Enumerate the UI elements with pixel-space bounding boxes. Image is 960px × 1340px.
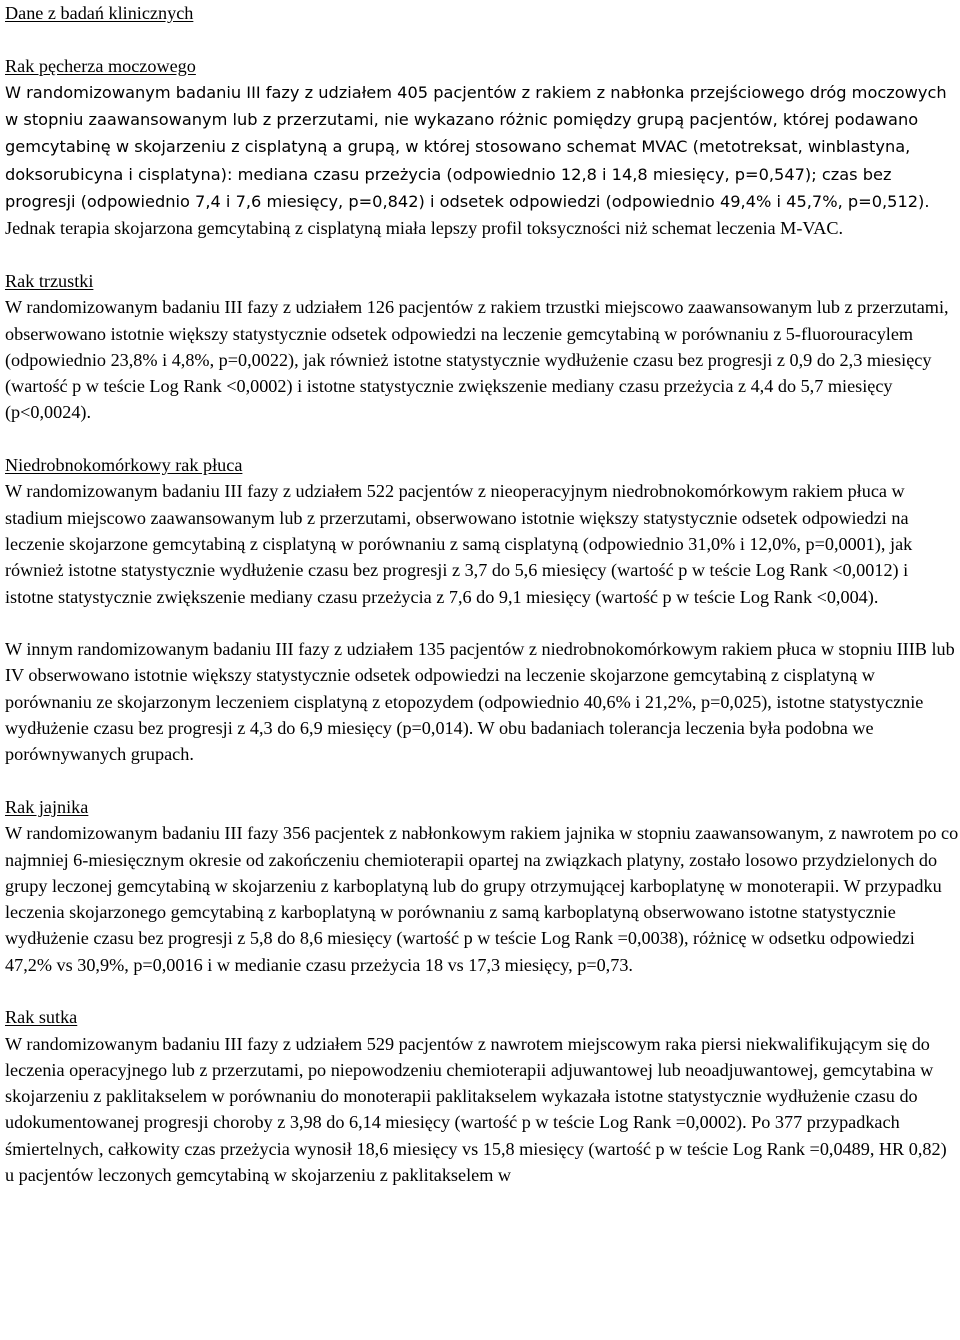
section-paragraph: W innym randomizowanym badaniu III fazy z udziałem 135 pacjentów z niedrobnokomórkowym rakiem płuca w stopniu IIIB lub IV obserwowano istotnie większy statystycznie odsetek odpowiedzi na leczenie skojarzone gemcytabiną z cisplatyną w porównaniu ze skojarzonym leczeniem cisplatyną z etopozydem (odpowiednio 40,6% i 21,2%, p=0,025), istotne statystycznie wydłużenie czasu bez progresji z 4,3 do 6,9 miesięcy (p=0,014). W obu badaniach tolerancja leczenia była podobna we porównywanych grupach. [5,639,955,765]
paragraph-text: W randomizowanym badaniu III fazy z udziałem 405 pacjentów z rakiem z nabłonka przejściowego dróg moczowych w stopniu zaawansowanym lub z przerzutami, nie wykazano różnic pomiędzy grupą pacjentów, której podawano gemcytabinę w skojarzeniu z cisplatyną a grupą, w której stosowano schemat MVAC (metotreksat, winblastyna, doksorubicyna i cisplatyna): mediana czasu przeżycia (odpowiednio 12,8 i 14,8 miesięcy, p=0,547); czas bez progresji (odpowiednio 7,4 i 7,6 miesięcy, p=0,842) i odsetek odpowiedzi (odpowiednio 49,4% i 45,7%, p=0,512). [5,82,947,212]
section-ovarian-cancer [5,794,960,978]
section-breast-cancer [5,1004,960,1188]
section-heading: Rak jajnika [5,796,89,817]
paragraph-text-tail: Jednak terapia skojarzona gemcytabiną z cisplatyną miała lepszy profil toksyczności niż schemat leczenia M-VAC. [5,218,844,239]
section-heading: Niedrobnokomórkowy rak płuca [5,455,243,476]
section-pancreatic-cancer [5,268,960,426]
document-title: Dane z badań klinicznych [5,3,194,23]
section-paragraph: W randomizowanym badaniu III fazy z udziałem 529 pacjentów z nawrotem miejscowym raka piersi niekwalifikującym się do leczenia operacyjnego lub z przerzutami, po niepowodzeniu chemioterapii adjuwantowej lub neoadjuwantowej, gemcytabina w skojarzeniu z paklitakselem w porównaniu do monoterapii paklitakselem wykazała istotne statystycznie wydłużenie czasu do udokumentowanej progresji choroby z 3,98 do 6,14 miesięcy (wartość p w teście Log Rank =0,0002). Po 377 przypadkach śmiertelnych, całkowity czas przeżycia wynosił 18,6 miesięcy vs 15,8 miesięcy (wartość p w teście Log Rank =0,0489, HR 0,82) u pacjentów leczonych gemcytabiną w skojarzeniu z paklitakselem w [5,1033,947,1186]
section-paragraph: W randomizowanym badaniu III fazy 356 pacjentek z nabłonkowym rakiem jajnika w stopniu zaawansowanym, z nawrotem po co najmniej 6-miesięcznym okresie od zakończeniu chemioterapii opartej na związkach platyny, zostało losowo przydzielonych do grupy leczonej gemcytabiną w skojarzeniu z karboplatyną lub do grupy otrzymującej karboplatynę w monoterapii. W przypadku leczenia skojarzonego gemcytabiną z karboplatyną w porównaniu z samą karboplatyną obserwowano istotne statystycznie wydłużenie czasu bez progresji z 5,8 do 8,6 miesięcy (wartość p w teście Log Rank =0,0038), różnicę w odsetku odpowiedzi 47,2% vs 30,9%, p=0,0016 i w medianie czasu przeżycia 18 vs 17,3 miesięcy, p=0,73. [5,823,959,975]
section-heading: Rak trzustki [5,270,94,291]
section-bladder-cancer [5,53,960,242]
section-paragraph: W randomizowanym badaniu III fazy z udziałem 126 pacjentów z rakiem trzustki miejscowo zaawansowanym lub z przerzutami, obserwowano istotnie większy statystycznie odsetek odpowiedzi na leczenie gemcytabiną w porównaniu z 5-fluorouracylem (odpowiednio 23,8% i 4,8%, p=0,0022), jak również istotne statystycznie wydłużenie czasu bez progresji z 0,9 do 2,3 miesięcy (wartość p w teście Log Rank <0,0002) i istotne statystycznie zwiększenie mediany czasu przeżycia z 4,4 do 5,7 miesięcy (p<0,0024). [5,297,949,423]
section-heading: Rak pęcherza moczowego [5,55,196,76]
section-heading: Rak sutka [5,1007,78,1028]
section-nsclc [5,452,960,768]
document [5,0,960,1215]
section-paragraph: W randomizowanym badaniu III fazy z udziałem 522 pacjentów z nieoperacyjnym niedrobnokomórkowym rakiem płuca w stadium miejscowo zaawansowanym lub z przerzutami, obserwowano istotnie większy statystycznie odsetek odpowiedzi na leczenie skojarzone gemcytabiną z cisplatyną w porównaniu z samą cisplatyną (odpowiednio 31,0% i 12,0%, p=0,0001), jak również istotne statystycznie wydłużenie czasu bez progresji z 3,7 do 5,6 miesięcy (wartość p w teście Log Rank <0,0012) i istotne statystycznie zwiększenie mediany czasu przeżycia z 7,6 do 9,1 miesięcy (wartość p w teście Log Rank <0,004). [5,481,913,607]
section-paragraph [5,79,960,242]
